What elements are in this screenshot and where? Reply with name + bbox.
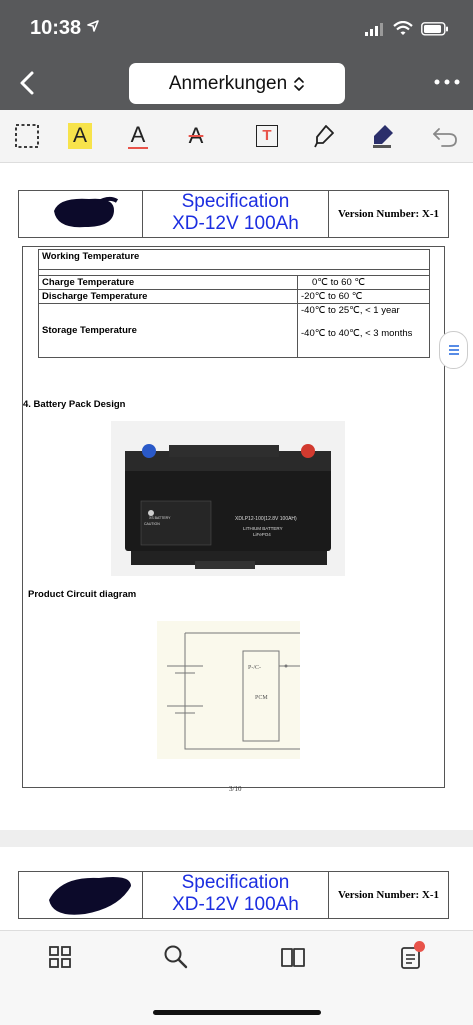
more-options-icon[interactable] [432, 72, 462, 92]
back-chevron-icon[interactable] [12, 65, 44, 101]
circuit-diagram-illustration [157, 621, 300, 759]
circuit-diagram-heading: Product Circuit diagram [28, 589, 137, 600]
battery-icon [421, 22, 449, 36]
book-icon[interactable] [279, 943, 307, 971]
storage-temp-label: Storage Temperature [39, 304, 298, 358]
spec-header [18, 190, 449, 238]
chevron-up-down-icon [293, 76, 305, 92]
strikethrough-icon: A [188, 123, 204, 148]
select-rect-tool[interactable] [10, 121, 44, 151]
discharge-temp-label: Discharge Temperature [39, 290, 298, 304]
storage-temp-values [298, 304, 430, 358]
logo-cell [19, 872, 143, 918]
storage-temp-value-2: -40℃ to 40℃, < 3 months [301, 328, 413, 339]
marker-tool[interactable] [307, 121, 341, 151]
search-icon[interactable] [162, 943, 190, 971]
pdf-page [0, 847, 473, 929]
highlight-tool[interactable] [63, 121, 97, 151]
textbox-icon: T [256, 125, 278, 147]
table-row [39, 250, 430, 270]
spec-title-cell [143, 872, 329, 918]
annotations-mode-selector[interactable] [129, 63, 345, 104]
table-row [39, 304, 430, 358]
select-rect-icon [14, 123, 40, 149]
notification-badge [414, 941, 425, 952]
underline-icon: A [128, 123, 149, 149]
circuit-terminal-label: P-/C- [248, 665, 262, 671]
circuit-pcm-label: PCM [255, 695, 268, 701]
marker-icon [311, 123, 337, 149]
spec-header [18, 871, 449, 919]
strikethrough-tool[interactable] [179, 121, 213, 151]
redacted-logo-scribble [19, 872, 142, 918]
spec-title: Specification [181, 872, 290, 893]
location-arrow-icon [87, 20, 99, 32]
pen-tool[interactable] [365, 121, 399, 151]
spec-model: XD-12V 100Ah [172, 894, 299, 915]
grid-icon[interactable] [46, 943, 74, 971]
spec-title: Specification [181, 191, 290, 212]
undo-icon [432, 124, 458, 148]
list-icon [448, 344, 460, 356]
storage-temp-value-1: -40℃ to 25℃, < 1 year [301, 305, 400, 316]
version-number: Version Number: X-1 [337, 889, 440, 901]
version-number: Version Number: X-1 [337, 208, 440, 220]
battery-illustration [111, 421, 345, 576]
working-temperature-heading: Working Temperature [39, 250, 430, 270]
table-row [39, 290, 430, 304]
battery-model-label: XDLP12-100(12.8V 100AH) [235, 516, 297, 522]
pdf-page [0, 163, 473, 830]
document-viewer[interactable] [0, 163, 473, 929]
logo-cell [19, 191, 143, 237]
discharge-temp-value: -20℃ to 60 ℃ [298, 290, 430, 304]
circuit-diagram [157, 621, 300, 759]
battery-photo [111, 421, 345, 576]
highlight-icon: A [68, 123, 92, 149]
battery-caution-label: CAUTION [144, 522, 160, 526]
battery-chem-label: LiFePO4 [253, 532, 271, 537]
charge-temp-label: Charge Temperature [39, 276, 298, 290]
underline-tool[interactable] [121, 121, 155, 151]
nav-title: Anmerkungen [168, 72, 288, 94]
redacted-logo-scribble [19, 191, 142, 237]
temperature-spec-table [38, 249, 430, 358]
battery-pack-heading: 4. Battery Pack Design [23, 399, 126, 410]
charge-temp-value: 0℃ to 60 ℃ [298, 276, 430, 290]
status-time: 10:38 [30, 17, 82, 39]
wifi-icon [393, 21, 413, 36]
table-row [39, 276, 430, 290]
home-indicator [153, 1010, 321, 1015]
outline-toggle-button[interactable] [439, 331, 468, 369]
battery-brand-label: XS BATTERY [149, 516, 171, 520]
spec-title-cell [143, 191, 329, 237]
notes-tab[interactable] [397, 943, 425, 971]
cellular-signal-icon [365, 23, 385, 36]
battery-type-label: LITHIUM BATTERY [243, 526, 283, 531]
top-bar [0, 0, 473, 110]
pen-icon [369, 123, 395, 149]
page-number: 3/10 [229, 785, 242, 793]
spec-model: XD-12V 100Ah [172, 213, 299, 234]
textbox-tool[interactable] [250, 121, 284, 151]
annotation-toolbar [0, 110, 473, 163]
undo-tool[interactable] [428, 121, 462, 151]
